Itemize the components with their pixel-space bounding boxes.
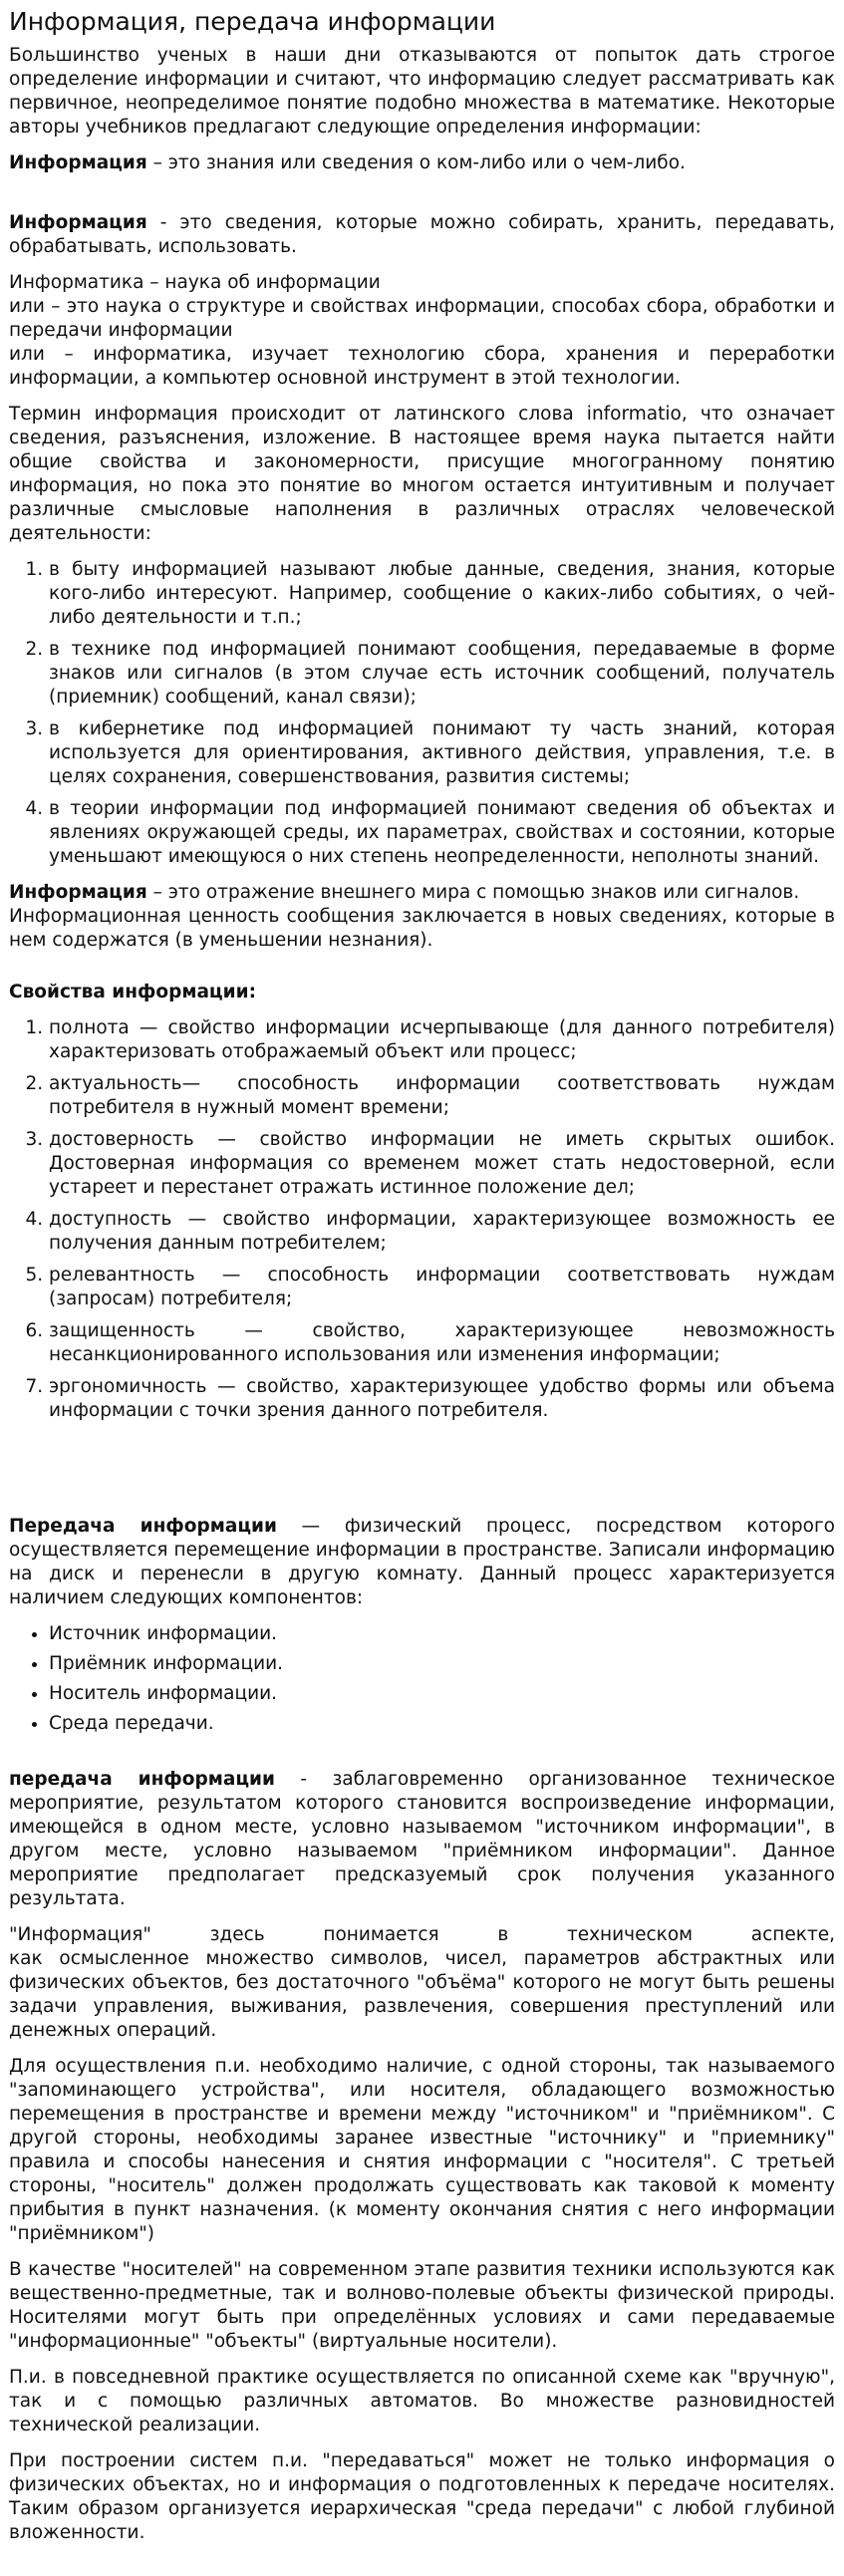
definition-term: Информация (9, 882, 147, 903)
list-item: 3. в кибернетике под информацией понимают ту часть знаний, которая используется для ориентирования, активного действия, управления, т.е. в целях сохранения, совершенствования, развития системы; (49, 717, 835, 789)
components-list (9, 1622, 835, 1736)
list-item: 1. в быту информацией называют любые данные, сведения, знания, которые кого-либо интересуют. Например, сообщение о каких-либо событиях, о чей-либо деятельности и т.п.; (49, 558, 835, 630)
definition-text: - заблаговременно организованное техническое мероприятие, результатом которого становится воспроизведение информации, имеющейся в одном месте, условно называемом "источником информации", в другом месте, условно называемом "приёмником информации". Данное мероприятие предполагает предсказуемый срок получения указанного результата. (9, 1769, 835, 1909)
definition-term: Информация (9, 212, 147, 233)
list-item: • Приёмник информации. (49, 1652, 835, 1676)
list-item: 3. достоверность — свойство информации не иметь скрытых ошибок. Достоверная информация со временем может стать недостоверной, если устареет и перестанет отражать истинное положение дел; (49, 1128, 835, 1200)
properties-list (9, 1016, 835, 1423)
definition-term: Передача информации (9, 1516, 277, 1537)
informatics-line: Информатика – наука об информации (9, 272, 381, 293)
definition-term: Информация (9, 152, 147, 173)
definition-text: - это сведения, которые можно собирать, хранить, передавать, обрабатывать, использовать. (9, 212, 835, 257)
definition-knowledge (9, 151, 835, 175)
information-value-text: Информационная ценность сообщения заключается в новых сведениях, которые в нем содержатся (в уменьшении незнания). (9, 906, 835, 951)
practice-paragraph: П.и. в повседневной практике осуществляется по описанной схеме как "вручную", так и с помощью различных автоматов. Во множестве разновидностей технической реализации. (9, 2367, 835, 2435)
definition-text: – это отражение внешнего мира с помощью знаков или сигналов. (146, 882, 800, 903)
definition-collectable (9, 211, 835, 259)
domains-list (9, 558, 835, 869)
list-item: 5. релевантность — способность информации соответствовать нуждам (запросам) потребителя; (49, 1264, 835, 1311)
technical-aspect-paragraph (9, 1923, 835, 2043)
list-item: 4. доступность — свойство информации, характеризующее возможность ее получения данным потребителем; (49, 1208, 835, 1256)
storage-requirements-paragraph: Для осуществления п.и. необходимо наличие, с одной стороны, так называемого "запоминающего устройства", или носителя, обладающего возможностью перемещения в пространстве и времени между "источником" и "приёмником". С другой стороны, необходимы заранее известные "источнику" и "приемнику" правила и способы нанесения и снятия информации с "носителя". С третьей стороны, "носитель" должен продолжать существовать как таковой к моменту прибытия в пункт назначения. (к моменту окончания снятия с него информации "приёмником") (9, 2056, 835, 2244)
informatics-line: или – информатика, изучает технологию сбора, хранения и переработки информации, а компьютер основной инструмент в этой технологии. (9, 344, 835, 389)
term-origin-paragraph: Термин информация происходит от латинского слова informatio, что означает сведения, разъяснения, изложение. В настоящее время наука пытается найти общие свойства и закономерности, присущие многогранному понятию информация, но пока это понятие во многом остается интуитивным и получает различные смысловые наполнения в различных отраслях человеческой деятельности: (9, 404, 835, 544)
informatics-line: или – это наука о структуре и свойствах информации, способах сбора, обработки и передачи информации (9, 296, 835, 341)
definition-reflection (9, 881, 835, 953)
transfer-definition (9, 1515, 835, 1610)
systems-paragraph: При построении систем п.и. "передаваться" может не только информация о физических объектах, но и информация о подготовленных к передаче носителях. Таким образом организуется иерархическая "среда передачи" с любой глубиной вложенности. (9, 2450, 835, 2543)
page-title: Информация, передача информации (9, 7, 496, 36)
list-item: 2. в технике под информацией понимают сообщения, передаваемые в форме знаков или сигналов (в этом случае есть источник сообщений, получатель (приемник) сообщений, канал связи); (49, 638, 835, 710)
spacer (9, 1748, 835, 1768)
technical-aspect-first-line: "Информация" здесь понимается в техническом аспекте, (9, 1924, 835, 1945)
spacer (9, 1435, 835, 1515)
list-item: 7. эргономичность — свойство, характеризующее удобство формы или объема информации с точки зрения данного потребителя. (49, 1375, 835, 1423)
technical-aspect-text: как осмысленное множество символов, чисел, параметров абстрактных или физических объектов, без достаточного "объёма" которого не могут быть решены задачи управления, выживания, развлечения, совершения преступлений или денежных операций. (9, 1948, 835, 2041)
definition-term: передача информации (9, 1769, 275, 1790)
list-item: • Среда передачи. (49, 1712, 835, 1736)
list-item: 4. в теории информации под информацией понимают сведения об объектах и явлениях окружающей среды, их параметрах, свойствах и состоянии, которые уменьшают имеющуюся о них степень неопределенности, неполноты знаний. (49, 797, 835, 869)
intro-paragraph: Большинство ученых в наши дни отказываются от попыток дать строгое определение информации и считают, что информацию следует рассматривать как первичное, неопределимое понятие подобно множества в математике. Некоторые авторы учебников предлагают следующие определения информации: (9, 45, 835, 138)
properties-heading: Свойства информации: (9, 982, 256, 1002)
definition-text: – это знания или сведения о ком-либо или о чем-либо. (146, 152, 686, 173)
list-item: 6. защищенность — свойство, характеризующее невозможность несанкционированного использования или изменения информации; (49, 1319, 835, 1367)
definition-text: — физический процесс, посредством которого осуществляется перемещение информации в пространстве. Записали информацию на диск и перенесли в другую комнату. Данный процесс характеризуется наличием следующих компонентов: (9, 1516, 835, 1608)
transfer-technical-definition (9, 1768, 835, 1911)
list-item: • Носитель информации. (49, 1682, 835, 1706)
list-item: 2. актуальность— способность информации соответствовать нуждам потребителя в нужный момент времени; (49, 1072, 835, 1120)
list-item: 1. полнота — свойство информации исчерпывающе (для данного потребителя) характеризовать отображаемый объект или процесс; (49, 1016, 835, 1064)
carriers-paragraph: В качестве "носителей" на современном этапе развития техники используются как вещественно-предметные, так и волново-полевые объекты физической природы. Носителями могут быть при определённых условиях и сами передаваемые "информационные" "объекты" (виртуальные носители). (9, 2259, 835, 2352)
list-item: • Источник информации. (49, 1622, 835, 1646)
informatics-definitions (9, 271, 835, 391)
